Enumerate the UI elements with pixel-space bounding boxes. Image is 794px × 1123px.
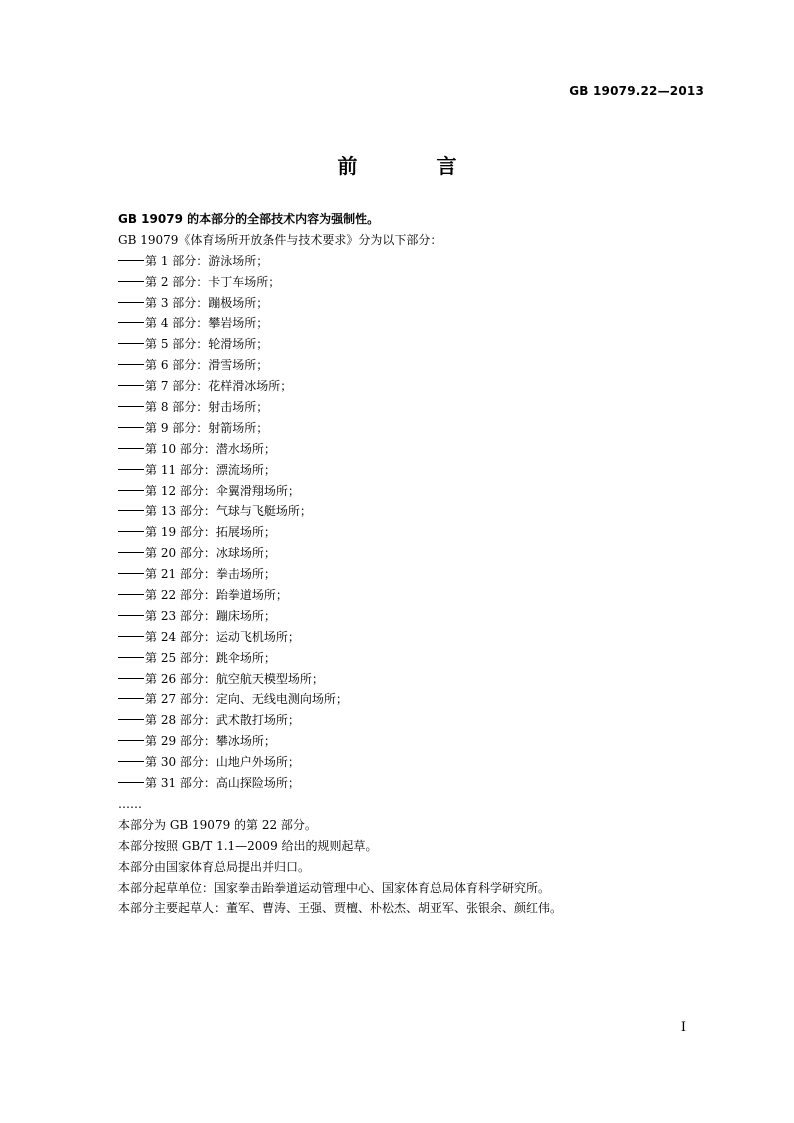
part-list-item-label: 第 6 部分：滑雪场所； [145,358,269,373]
part-list-item-label: 第 5 部分：轮滑场所； [145,337,269,352]
part-list-item-label: 第 25 部分：跳伞场所； [145,650,276,665]
part-list-item [118,731,718,752]
part-list-item-label: 第 2 部分：卡丁车场所； [145,274,281,289]
part-list-item-label: 第 13 部分：气球与飞艇场所； [145,504,312,519]
list-dash [118,761,144,762]
part-list-item-label: 第 20 部分：冰球场所； [145,546,276,561]
list-dash [118,636,144,637]
part-list-item [118,522,718,543]
part-list-item [118,397,718,418]
list-dash [118,385,144,386]
list-dash [118,657,144,658]
part-list-item-label: 第 28 部分：武术散打场所； [145,713,300,728]
parts-intro: GB 19079《体育场所开放条件与技术要求》分为以下部分： [118,232,443,247]
part-list-item [118,439,718,460]
list-dash [118,448,144,449]
part-list-item [118,460,718,481]
part-list-item [118,627,718,648]
part-list-item-label: 第 30 部分：山地户外场所； [145,755,300,770]
part-list-item-label: 第 31 部分：高山探险场所； [145,776,300,791]
part-list-item [118,376,718,397]
part-list-item [118,313,718,334]
list-dash [118,719,144,720]
closing-line-proposer: 本部分由国家体育总局提出并归口。 [118,859,311,874]
mandatory-statement: GB 19079 的本部分的全部技术内容为强制性。 [118,212,380,226]
part-list-item-label: 第 3 部分：蹦极场所； [145,295,269,310]
part-list-item-label: 第 19 部分：拓展场所； [145,525,276,540]
part-list-item [118,606,718,627]
part-list-item [118,669,718,690]
part-list-item [118,710,718,731]
part-list-item-label: 第 23 部分：蹦床场所； [145,608,276,623]
part-list-item-label: 第 8 部分：射击场所； [145,400,269,415]
list-dash [118,531,144,532]
list-dash [118,740,144,741]
part-list-item-label: 第 26 部分：航空航天模型场所； [145,671,324,686]
list-dash [118,510,144,511]
parts-list [118,251,718,794]
closing-line-drafting-units: 本部分起草单位：国家拳击跆拳道运动管理中心、国家体育总局体育科学研究所。 [118,880,551,895]
part-list-item [118,501,718,522]
part-list-item-label: 第 11 部分：漂流场所； [145,462,276,477]
part-list-item-label: 第 4 部分：攀岩场所； [145,316,269,331]
page-title: 前 言 [337,154,493,178]
list-dash [118,302,144,303]
page-number: I [680,1020,686,1035]
list-dash [118,427,144,428]
closing-line-drafters: 本部分主要起草人：董军、曹涛、王强、贾檀、朴松杰、胡亚军、张银余、颜红伟。 [118,901,563,916]
part-list-item [118,272,718,293]
list-dash [118,364,144,365]
part-list-item [118,689,718,710]
part-list-item-label: 第 24 部分：运动飞机场所； [145,629,300,644]
part-list-item-label: 第 27 部分：定向、无线电测向场所； [145,692,348,707]
list-dash [118,573,144,574]
part-list-item [118,752,718,773]
part-list-item-label: 第 1 部分：游泳场所； [145,253,269,268]
part-list-item [118,481,718,502]
part-list-item [118,355,718,376]
closing-line-drafting-rules: 本部分按照 GB/T 1.1—2009 给出的规则起草。 [118,838,378,853]
list-dash [118,678,144,679]
part-list-item [118,418,718,439]
list-dash [118,281,144,282]
foreword-body [118,209,718,919]
list-dash [118,343,144,344]
part-list-item-label: 第 21 部分：拳击场所； [145,567,276,582]
part-list-item [118,773,718,794]
part-list-item-label: 第 22 部分：跆拳道场所； [145,588,288,603]
list-dash [118,406,144,407]
part-list-item [118,543,718,564]
list-dash [118,469,144,470]
part-list-item-label: 第 12 部分：伞翼滑翔场所； [145,483,300,498]
list-dash [118,615,144,616]
part-list-item [118,648,718,669]
list-dash [118,698,144,699]
list-dash [118,782,144,783]
list-dash [118,594,144,595]
part-list-item-label: 第 29 部分：攀冰场所； [145,734,276,749]
part-list-item-label: 第 10 部分：潜水场所； [145,441,276,456]
part-list-item [118,585,718,606]
list-dash [118,490,144,491]
ellipsis: …… [118,796,142,811]
standard-code: GB 19079.22—2013 [569,84,704,98]
part-list-item-label: 第 7 部分：花样滑冰场所； [145,379,293,394]
part-list-item [118,251,718,272]
part-list-item [118,334,718,355]
list-dash [118,260,144,261]
part-list-item [118,564,718,585]
part-list-item [118,293,718,314]
closing-line-part-number: 本部分为 GB 19079 的第 22 部分。 [118,817,317,832]
list-dash [118,322,144,323]
list-dash [118,552,144,553]
part-list-item-label: 第 9 部分：射箭场所； [145,420,269,435]
